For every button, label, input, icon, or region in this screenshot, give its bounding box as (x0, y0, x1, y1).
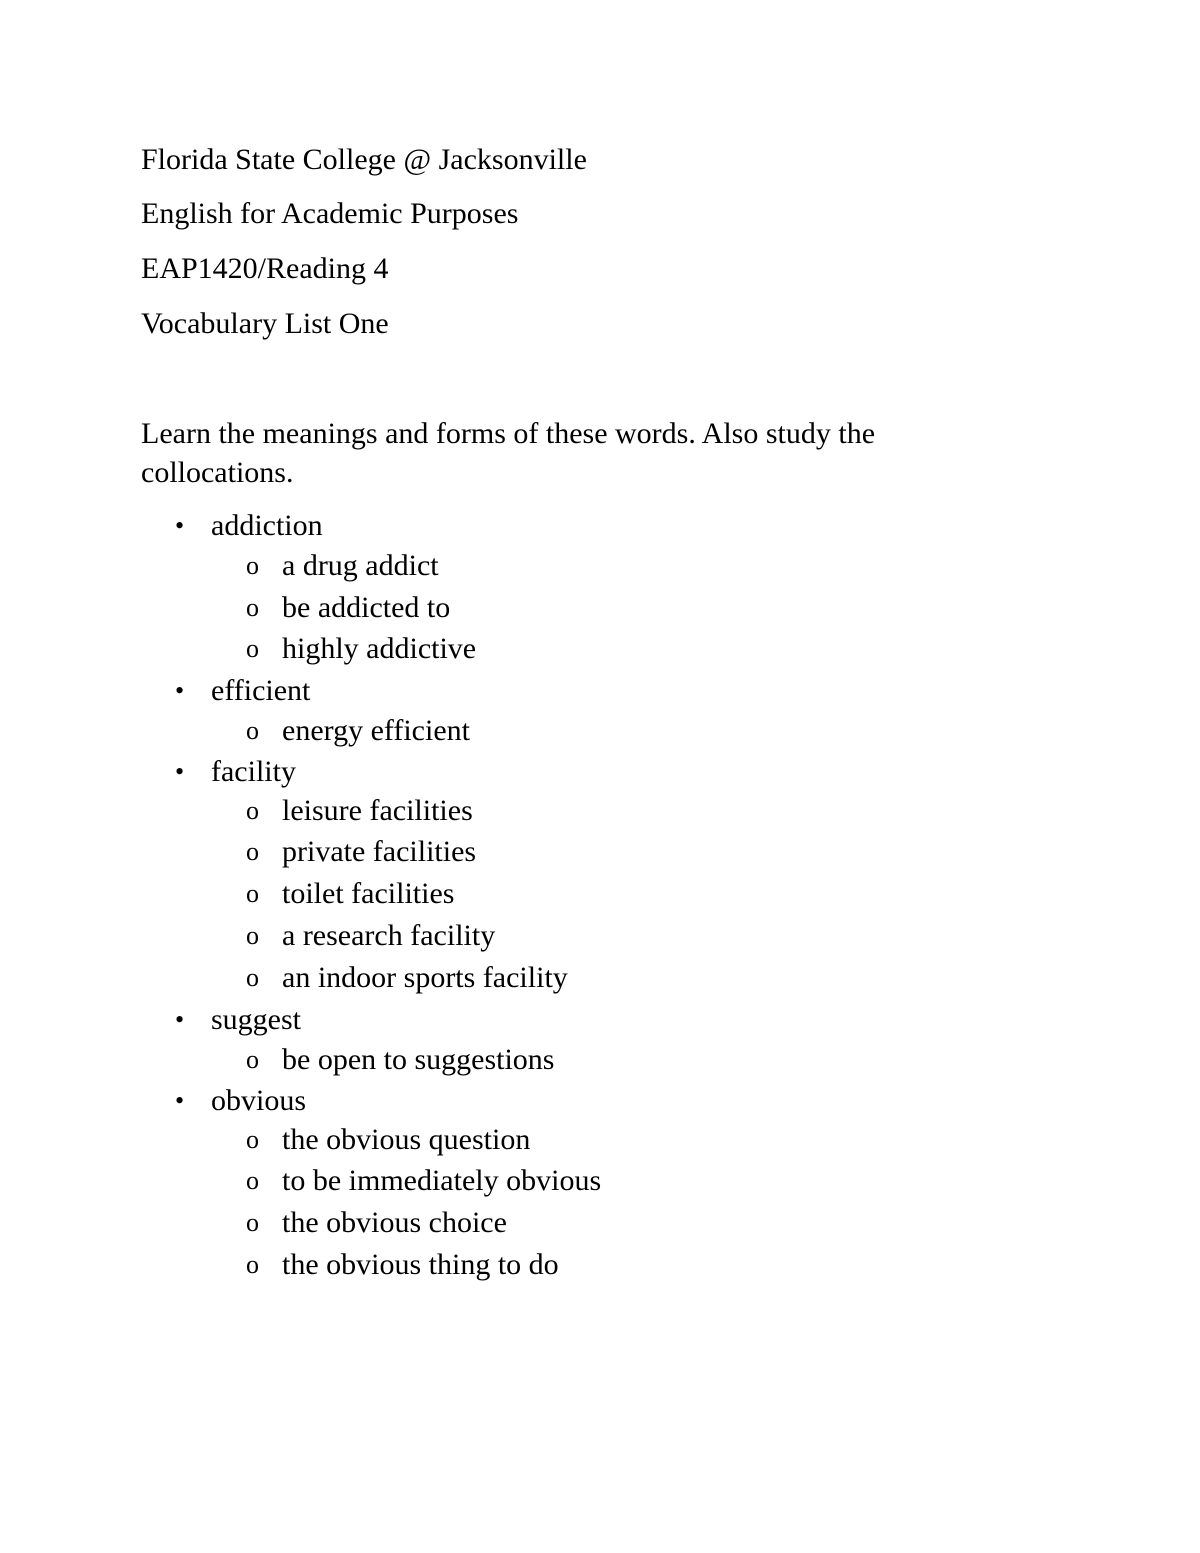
collocation-item (246, 876, 455, 912)
collocation-item (246, 1042, 555, 1078)
circle-bullet-icon: o (246, 716, 259, 745)
collocation-text: a research facility (282, 919, 496, 952)
circle-bullet-icon: o (246, 963, 259, 992)
circle-bullet-icon: o (246, 634, 259, 663)
collocation-text: be addicted to (282, 591, 451, 624)
collocation-text: to be immediately obvious (282, 1164, 602, 1197)
course-code: EAP1420/Reading 4 (141, 252, 389, 285)
vocab-word-item (175, 754, 296, 790)
collocation-text: an indoor sports facility (282, 961, 568, 994)
collocation-text: the obvious question (282, 1123, 531, 1156)
vocab-word-item (175, 1083, 307, 1119)
circle-bullet-icon: o (246, 837, 259, 866)
collocation-item (246, 1163, 602, 1199)
circle-bullet-icon: o (246, 1250, 259, 1279)
collocation-item (246, 1247, 559, 1283)
collocation-text: energy efficient (282, 714, 470, 747)
disc-bullet-icon: • (175, 1005, 185, 1034)
college-name: Florida State College @ Jacksonville (141, 143, 587, 176)
collocation-text: a drug addict (282, 549, 439, 582)
collocation-item (246, 834, 477, 870)
vocab-word-item (175, 1002, 301, 1038)
circle-bullet-icon: o (246, 551, 259, 580)
vocab-word: addiction (211, 509, 323, 542)
collocation-item (246, 631, 477, 667)
circle-bullet-icon: o (246, 879, 259, 908)
disc-bullet-icon: • (175, 511, 185, 540)
vocab-word: suggest (211, 1003, 301, 1036)
collocation-item (246, 713, 470, 749)
circle-bullet-icon: o (246, 593, 259, 622)
collocation-text: private facilities (282, 835, 477, 868)
disc-bullet-icon: • (175, 1086, 185, 1115)
collocation-item (246, 548, 439, 584)
disc-bullet-icon: • (175, 757, 185, 786)
list-title: Vocabulary List One (141, 307, 389, 340)
circle-bullet-icon: o (246, 1125, 259, 1154)
vocab-word: efficient (211, 674, 311, 707)
circle-bullet-icon: o (246, 796, 259, 825)
disc-bullet-icon: • (175, 676, 185, 705)
collocation-item (246, 1205, 507, 1241)
collocation-text: the obvious thing to do (282, 1248, 559, 1281)
vocab-word: obvious (211, 1084, 307, 1117)
circle-bullet-icon: o (246, 921, 259, 950)
collocation-text: be open to suggestions (282, 1043, 555, 1076)
collocation-text: toilet facilities (282, 877, 455, 910)
collocation-item (246, 918, 496, 954)
collocation-item (246, 1122, 531, 1158)
vocab-word-item (175, 673, 311, 709)
circle-bullet-icon: o (246, 1208, 259, 1237)
collocation-item (246, 793, 473, 829)
vocab-word: facility (211, 755, 296, 788)
circle-bullet-icon: o (246, 1045, 259, 1074)
program-name: English for Academic Purposes (141, 197, 519, 230)
collocation-text: highly addictive (282, 632, 477, 665)
vocab-word-item (175, 508, 323, 544)
collocation-item (246, 960, 568, 996)
collocation-text: leisure facilities (282, 794, 473, 827)
circle-bullet-icon: o (246, 1166, 259, 1195)
instructions-paragraph: Learn the meanings and forms of these words. Also study the collocations. (141, 417, 876, 489)
collocation-text: the obvious choice (282, 1206, 507, 1239)
collocation-item (246, 590, 451, 626)
